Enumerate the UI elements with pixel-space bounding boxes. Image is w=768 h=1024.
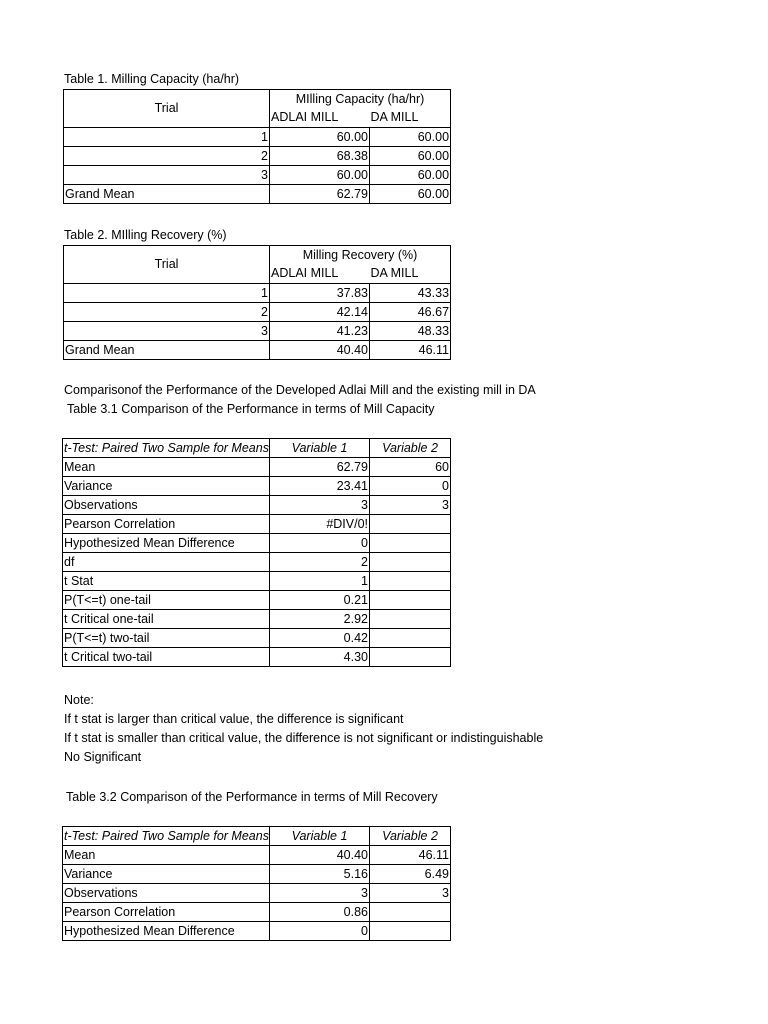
stat-label: Mean	[63, 846, 270, 865]
variable1-value: #DIV/0!	[270, 515, 370, 534]
adlai-cell: 60.00	[270, 166, 370, 185]
table-row	[63, 865, 451, 884]
table-row	[64, 322, 451, 341]
variable2-value: 3	[370, 884, 451, 903]
table-row	[64, 166, 451, 185]
stat-label: Mean	[63, 458, 270, 477]
stat-label: Hypothesized Mean Difference	[63, 922, 270, 941]
variable2-header: Variable 2	[370, 439, 451, 458]
note-line-2: If t stat is smaller than critical value, the difference is not significant or indistinguishable	[64, 731, 544, 745]
adlai-cell: 41.23	[270, 322, 370, 341]
grand-mean-adlai: 62.79	[270, 185, 370, 204]
variable2-value	[370, 572, 451, 591]
note-line-1: If t stat is larger than critical value, the difference is significant	[64, 712, 404, 726]
variable2-value	[370, 629, 451, 648]
stat-label: P(T<=t) two-tail	[63, 629, 270, 648]
grand-mean-label: Grand Mean	[64, 185, 270, 204]
variable1-value: 2.92	[270, 610, 370, 629]
variable1-value: 2	[270, 553, 370, 572]
table-row	[63, 648, 451, 667]
variable1-value: 62.79	[270, 458, 370, 477]
da-cell: 60.00	[370, 147, 451, 166]
note-label: Note:	[64, 693, 94, 707]
variable1-value: 4.30	[270, 648, 370, 667]
stat-label: Hypothesized Mean Difference	[63, 534, 270, 553]
ttest-capacity-table	[62, 438, 451, 667]
variable2-value	[370, 648, 451, 667]
group-header: MIlling Capacity (ha/hr)	[270, 90, 451, 109]
ttest-title: t-Test: Paired Two Sample for Means	[63, 827, 270, 846]
grand-mean-da: 46.11	[370, 341, 451, 360]
adlai-cell: 37.83	[270, 284, 370, 303]
adlai-cell: 60.00	[270, 128, 370, 147]
table-row	[63, 572, 451, 591]
col-header-da: DA MILL	[370, 109, 451, 128]
stat-label: Pearson Correlation	[63, 903, 270, 922]
variable1-value: 0	[270, 534, 370, 553]
table-row	[63, 496, 451, 515]
col-header-adlai: ADLAI MILL	[270, 109, 370, 128]
table-row	[63, 534, 451, 553]
col-header-da: DA MILL	[370, 265, 451, 284]
variable2-value	[370, 903, 451, 922]
grand-mean-label: Grand Mean	[64, 341, 270, 360]
table-row	[63, 553, 451, 572]
stat-label: df	[63, 553, 270, 572]
table-row	[63, 922, 451, 941]
variable2-value	[370, 553, 451, 572]
variable1-value: 0.21	[270, 591, 370, 610]
table32-caption: Table 3.2 Comparison of the Performance in terms of Mill Recovery	[66, 790, 438, 804]
variable1-header: Variable 1	[270, 439, 370, 458]
table-row	[63, 884, 451, 903]
table-row	[63, 591, 451, 610]
table-row	[63, 903, 451, 922]
stat-label: Observations	[63, 496, 270, 515]
table-row	[64, 147, 451, 166]
trial-cell: 1	[64, 128, 270, 147]
variable2-value	[370, 534, 451, 553]
variable2-value: 0	[370, 477, 451, 496]
milling-capacity-table	[63, 89, 451, 204]
stat-label: Variance	[63, 865, 270, 884]
trial-cell: 1	[64, 284, 270, 303]
variable1-value: 0.42	[270, 629, 370, 648]
variable1-value: 1	[270, 572, 370, 591]
stat-label: t Critical two-tail	[63, 648, 270, 667]
ttest-header-row	[63, 827, 451, 846]
variable1-header: Variable 1	[270, 827, 370, 846]
trial-cell: 2	[64, 303, 270, 322]
table-row	[63, 629, 451, 648]
group-header: Milling Recovery (%)	[270, 246, 451, 265]
grand-mean-row	[64, 341, 451, 360]
table-row	[63, 515, 451, 534]
stat-label: P(T<=t) one-tail	[63, 591, 270, 610]
adlai-cell: 68.38	[270, 147, 370, 166]
grand-mean-adlai: 40.40	[270, 341, 370, 360]
grand-mean-row	[64, 185, 451, 204]
table-row	[64, 128, 451, 147]
table2-caption: Table 2. MIlling Recovery (%)	[64, 228, 227, 242]
stat-label: Variance	[63, 477, 270, 496]
da-cell: 60.00	[370, 128, 451, 147]
trial-cell: 3	[64, 322, 270, 341]
trial-header: Trial	[64, 90, 270, 128]
table-row	[63, 458, 451, 477]
milling-recovery-table	[63, 245, 451, 360]
da-cell: 43.33	[370, 284, 451, 303]
trial-header: Trial	[64, 246, 270, 284]
variable2-header: Variable 2	[370, 827, 451, 846]
da-cell: 46.67	[370, 303, 451, 322]
variable1-value: 0	[270, 922, 370, 941]
table-row	[64, 303, 451, 322]
stat-label: t Critical one-tail	[63, 610, 270, 629]
stat-label: Observations	[63, 884, 270, 903]
variable2-value: 60	[370, 458, 451, 477]
adlai-cell: 42.14	[270, 303, 370, 322]
variable2-value: 46.11	[370, 846, 451, 865]
da-cell: 60.00	[370, 166, 451, 185]
variable2-value: 3	[370, 496, 451, 515]
table-row	[64, 284, 451, 303]
variable2-value	[370, 922, 451, 941]
variable1-value: 40.40	[270, 846, 370, 865]
ttest-header-row	[63, 439, 451, 458]
ttest-title: t-Test: Paired Two Sample for Means	[63, 439, 270, 458]
variable1-value: 0.86	[270, 903, 370, 922]
da-cell: 48.33	[370, 322, 451, 341]
stat-label: t Stat	[63, 572, 270, 591]
trial-cell: 3	[64, 166, 270, 185]
variable1-value: 23.41	[270, 477, 370, 496]
variable1-value: 5.16	[270, 865, 370, 884]
variable2-value	[370, 591, 451, 610]
table31-caption: Table 3.1 Comparison of the Performance in terms of Mill Capacity	[67, 402, 435, 416]
variable2-value	[370, 610, 451, 629]
variable1-value: 3	[270, 884, 370, 903]
table-row	[63, 846, 451, 865]
table-row	[63, 610, 451, 629]
table-row	[63, 477, 451, 496]
variable1-value: 3	[270, 496, 370, 515]
variable2-value	[370, 515, 451, 534]
trial-cell: 2	[64, 147, 270, 166]
grand-mean-da: 60.00	[370, 185, 451, 204]
stat-label: Pearson Correlation	[63, 515, 270, 534]
col-header-adlai: ADLAI MILL	[270, 265, 370, 284]
comparison-heading: Comparisonof the Performance of the Developed Adlai Mill and the existing mill in DA	[64, 383, 536, 397]
ttest-recovery-table	[62, 826, 451, 941]
variable2-value: 6.49	[370, 865, 451, 884]
table1-caption: Table 1. Milling Capacity (ha/hr)	[64, 72, 240, 86]
note-line-3: No Significant	[64, 750, 142, 764]
